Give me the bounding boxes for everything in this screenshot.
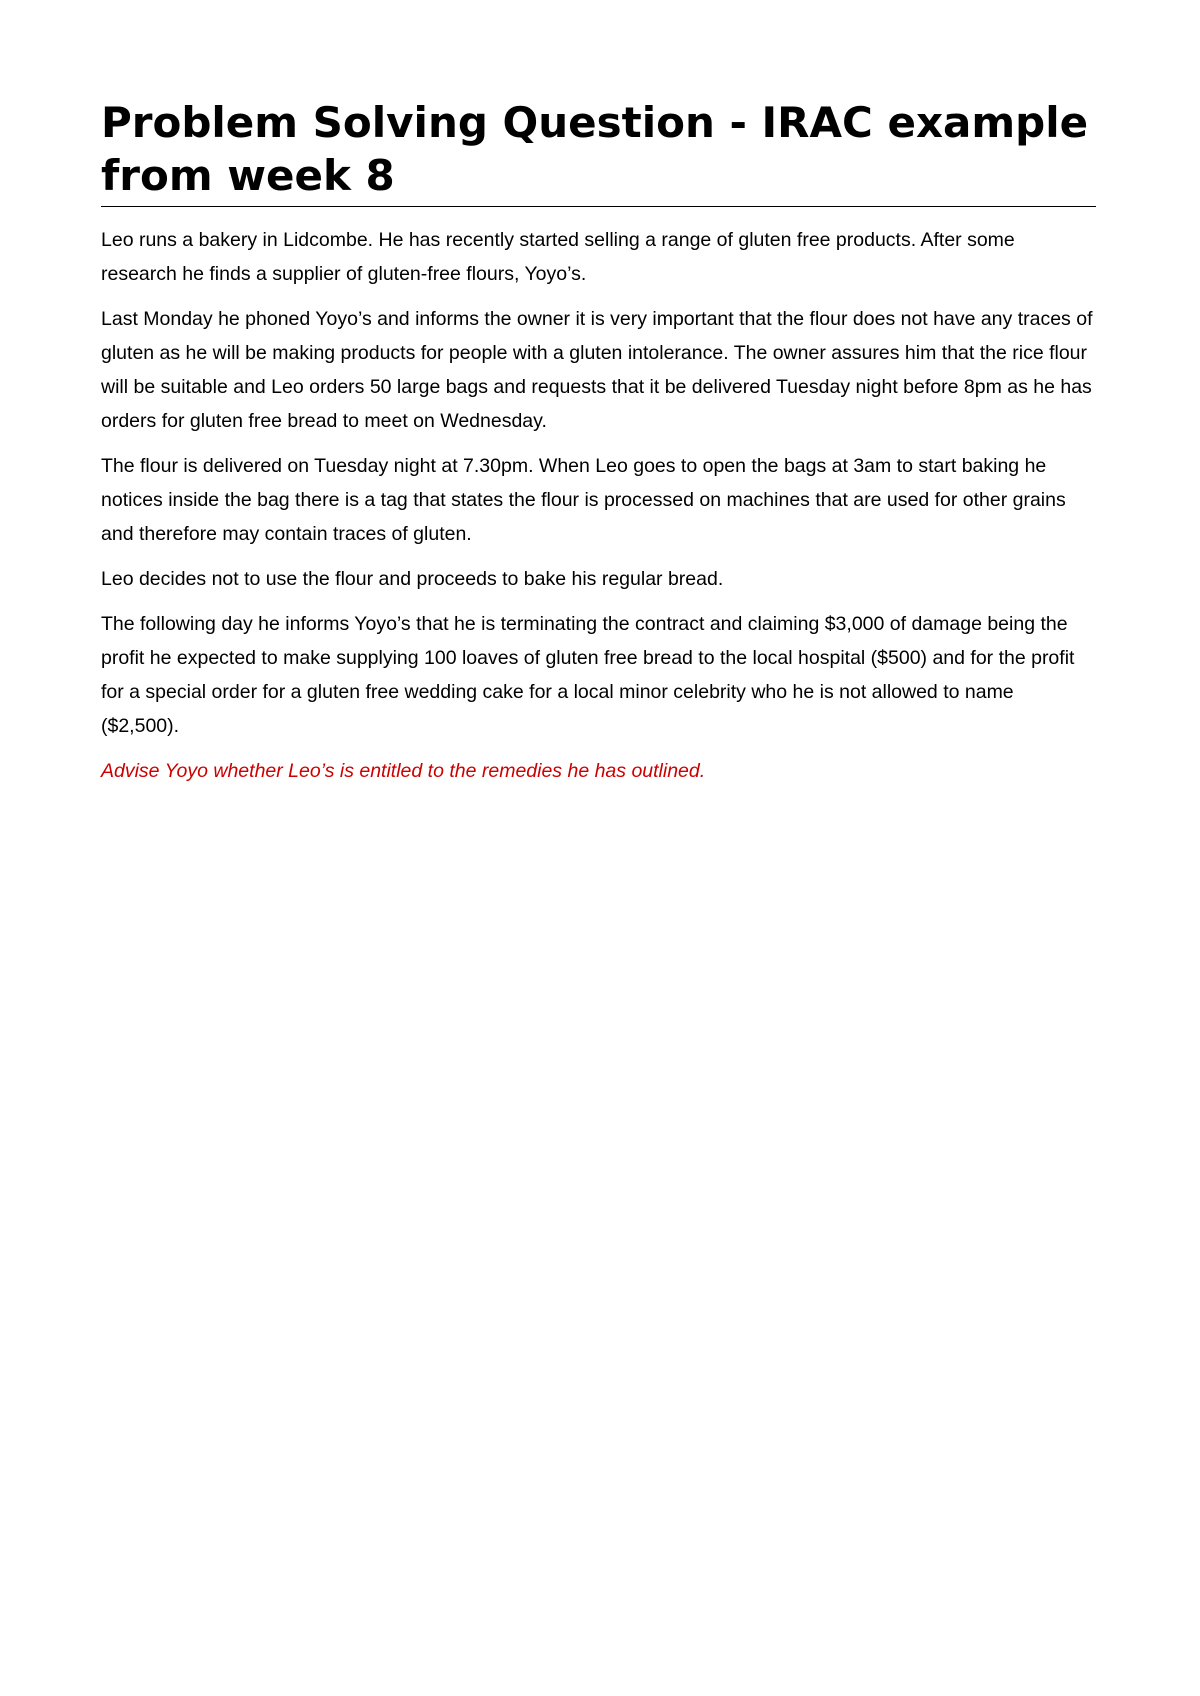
paragraph-delivery: The flour is delivered on Tuesday night at 7.30pm. When Leo goes to open the bags at 3am to start baking he notices inside the bag there is a tag that states the flour is processed on machines that are used for other grains and therefore may contain traces of gluten. — [101, 455, 1066, 545]
paragraph-background: Leo runs a bakery in Lidcombe. He has recently started selling a range of gluten free products. After some research he finds a supplier of gluten-free flours, Yoyo’s. — [101, 229, 1015, 285]
document-body — [101, 223, 1096, 788]
document-title: Problem Solving Question - IRAC example from week 8 — [101, 96, 1096, 207]
instruction-text: Advise Yoyo whether Leo’s is entitled to the remedies he has outlined. — [101, 760, 706, 782]
document-content — [101, 96, 1096, 799]
paragraph-termination: The following day he informs Yoyo’s that he is terminating the contract and claiming $3,000 of damage being the profit he expected to make supplying 100 loaves of gluten free bread to the local hospital ($500) and for the profit for a special order for a gluten free wedding cake for a local minor celebrity who he is not allowed to name ($2,500). — [101, 613, 1075, 737]
paragraph-order: Last Monday he phoned Yoyo’s and informs the owner it is very important that the flour does not have any traces of gluten as he will be making products for people with a gluten intolerance. The owner assures him that the rice flour will be suitable and Leo orders 50 large bags and requests that it be delivered Tuesday night before 8pm as he has orders for gluten free bread to meet on Wednesday. — [101, 308, 1093, 432]
paragraph-decision: Leo decides not to use the flour and proceeds to bake his regular bread. — [101, 568, 724, 590]
